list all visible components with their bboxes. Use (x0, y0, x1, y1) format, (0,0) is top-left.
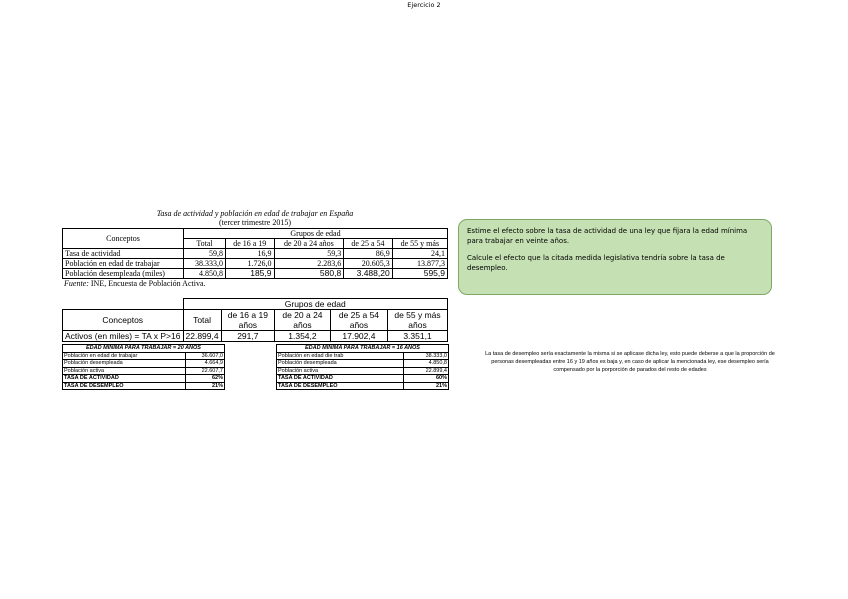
exercise-box (458, 219, 772, 295)
column-header: de 20 a 24 años (275, 310, 331, 331)
cell: 36.607,0 (185, 352, 224, 360)
column-header: de 20 a 24 años (274, 239, 344, 249)
table1-title: Tasa de actividad y población en edad de trabajar en España (156, 209, 354, 218)
row-label: Activos (en miles) = TA x P>16 (63, 331, 184, 342)
page-header: Ejercicio 2 (407, 1, 441, 9)
row-label: Población desempleada (miles) (63, 269, 184, 279)
row-label: TASA DE DESEMPLEO (63, 382, 186, 390)
row-label: Población en edad de trabajar (63, 259, 184, 269)
row-label: Tasa de actividad (63, 249, 184, 259)
cell: 22.607,7 (185, 367, 224, 375)
table-title: EDAD MÍNIMA PARA TRABAJAR = 16 AÑOS (277, 345, 449, 353)
table-row (63, 360, 225, 368)
group-header: Grupos de edad (183, 299, 448, 310)
cell: 38.333,0 (184, 259, 226, 269)
exercise-question-1: Estime el efecto sobre la tasa de actividad de una ley que fijara la edad mínima para trabajar en veinte años. (467, 227, 748, 245)
table-row (63, 331, 448, 342)
cell: 291,7 (221, 331, 275, 342)
row-label: Población desempleada (277, 360, 404, 368)
cell: 1.726,0 (226, 259, 275, 269)
column-header: de 16 a 19 años (221, 310, 275, 331)
cell: 59,3 (274, 249, 344, 259)
row-label: Población activa (63, 367, 186, 375)
table-row (63, 259, 448, 269)
cell: 185,9 (226, 269, 275, 279)
cell: 3.488,20 (344, 269, 393, 279)
row-label: Población desempleada (63, 360, 186, 368)
cell: 21% (185, 382, 224, 390)
cell: 580,8 (274, 269, 344, 279)
row-label: TASA DE ACTIVIDAD (63, 375, 186, 383)
blank-cell (63, 299, 184, 310)
table-row (63, 382, 225, 390)
cell: 86,9 (344, 249, 393, 259)
table-row (63, 375, 225, 383)
column-header: de 25 a 54 (344, 239, 393, 249)
source-text: INE, Encuesta de Población Activa. (90, 279, 206, 288)
cell: 20.605,3 (344, 259, 393, 269)
answer-note: La tasa de desempleo sería exactamente la misma si se aplicase dicha ley, esto puede deberse a que la proporción de personas desempleadas entre 16 y 19 años es baja y, en caso de aplicar la mencionada ley, ese desempleo sería compensado por la porporción de parados del resto de edades (485, 351, 775, 373)
cell: 22.899,4 (403, 367, 448, 375)
source-label: Fuente: (64, 279, 89, 288)
cell: 17.902,4 (330, 331, 387, 342)
table1-source (64, 279, 206, 288)
cell: 59,8 (184, 249, 226, 259)
column-header: de 55 y más años (388, 310, 448, 331)
row-label: Población activa (277, 367, 404, 375)
table-row (277, 360, 449, 368)
cell: 4.850,8 (403, 360, 448, 368)
table1-subtitle: (tercer trimestre 2015) (219, 218, 291, 227)
column-header: de 25 a 54 años (330, 310, 387, 331)
table-row (63, 269, 448, 279)
column-header: Total (183, 310, 221, 331)
cell: 1.354,2 (275, 331, 331, 342)
row-label: TASA DE DESEMPLEO (277, 382, 404, 390)
cell: 38.333,0 (403, 352, 448, 360)
table-row (277, 375, 449, 383)
cell: 16,9 (226, 249, 275, 259)
cell: 60% (403, 375, 448, 383)
table-row (277, 352, 449, 360)
cell: 4.850,8 (184, 269, 226, 279)
cell: 21% (403, 382, 448, 390)
row-label: TASA DE ACTIVIDAD (277, 375, 404, 383)
min-age-16-table (276, 344, 449, 390)
row-label: Población en edad die trab (277, 352, 404, 360)
activity-rate-table (62, 228, 448, 279)
table-row (63, 352, 225, 360)
cell: 3.351,1 (388, 331, 448, 342)
row-label: Población en edad de trabajar (63, 352, 186, 360)
table-row (63, 367, 225, 375)
cell: 24,1 (392, 249, 447, 259)
table1-caption (62, 209, 448, 227)
column-header: Total (184, 239, 226, 249)
cell: 13.877,3 (392, 259, 447, 269)
table-title: EDAD MÍNIMA PARA TRABAJAR = 20 AÑOS (63, 345, 225, 353)
table-row (277, 382, 449, 390)
group-header: Grupos de edad (184, 229, 448, 239)
cell: 4.664,9 (185, 360, 224, 368)
column-header: de 55 y más (392, 239, 447, 249)
active-population-table (62, 298, 448, 342)
min-age-20-table (62, 344, 225, 390)
cell: 595,9 (392, 269, 447, 279)
table-row (63, 249, 448, 259)
cell: 2.283,6 (274, 259, 344, 269)
cell: 22.899,4 (183, 331, 221, 342)
column-header: de 16 a 19 (226, 239, 275, 249)
concept-header: Conceptos (63, 229, 184, 249)
cell: 62% (185, 375, 224, 383)
table-row (277, 367, 449, 375)
exercise-question-2: Calcule el efecto que la citada medida legislativa tendría sobre la tasa de desempleo. (467, 254, 725, 272)
concept-header: Conceptos (63, 310, 184, 331)
